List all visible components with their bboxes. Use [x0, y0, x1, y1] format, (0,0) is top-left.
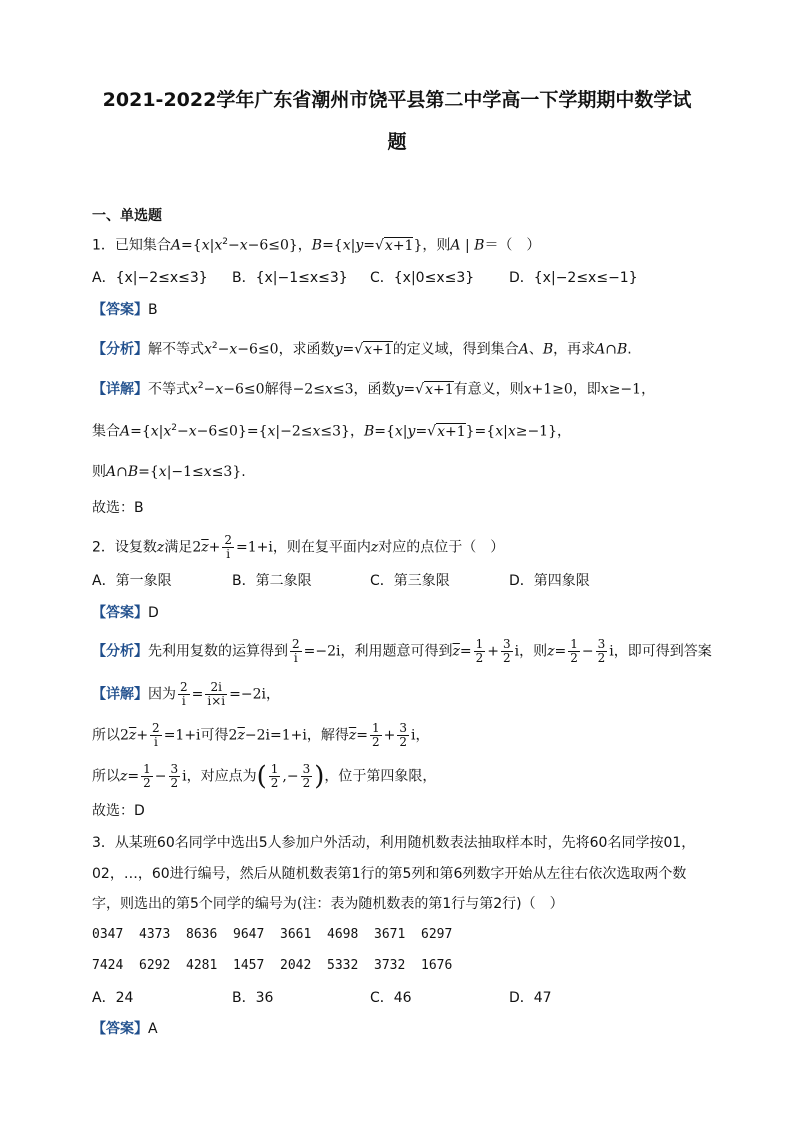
random-number: 6292 — [139, 958, 171, 973]
q1-stem: 1．已知集合$A=\{x|x^2-x-6\le 0\}$，B={x|y=√x+1}，则A | B＝（ ） — [92, 237, 541, 254]
q1-option-a: A．{x|−2≤x≤3} — [92, 270, 208, 286]
q1-analysis: 【分析】解不等式$x^2-x-6\le 0$，求函数y=√x+1的定义域，得到集合A、B，再求A∩B. — [92, 341, 632, 358]
q2-option-d: D．第四象限 — [509, 573, 590, 589]
q1-choose: 故选：B — [92, 500, 144, 516]
q2-answer: 【答案】D — [92, 605, 159, 621]
random-number: 4281 — [186, 958, 218, 973]
q1-set-line: 集合$A=\{x|x^2-x-6\le 0\}=\{x|-2\le x\le 3\}$，B={x|y=√x+1}={x|x≥−1}， — [92, 423, 571, 440]
random-number: 3661 — [280, 927, 312, 942]
random-number: 8636 — [186, 927, 218, 942]
page-title: 2021-2022学年广东省潮州市饶平县第二中学高一下学期期中数学试 — [102, 89, 692, 111]
q3-option-b: B．36 — [232, 990, 274, 1006]
q2-detail: 【详解】因为 $\frac{2}{i}$ = $\frac{2i}{i\times i}$ =−2i， — [92, 680, 280, 708]
q2-analysis: 【分析】先利用复数的运算得到 $\frac{2}{i}$ =−2i，利用题意可得到$\overline{z}=$ $\frac{1}{2}$ + $\frac{3}{2}$ i，则z= $\frac{1}{2}$ − $\frac{3}{2}$ i，即可得到答案 — [92, 637, 712, 665]
random-table-row-1 — [92, 927, 468, 942]
q2-stem: 2．设复数z满足$2\overline{z}+$ $\frac{2}{i}$ =1+i，则在复平面内z对应的点位于（ ） — [92, 533, 505, 561]
q1-detail: 【详解】不等式$x^2-x-6\le 0$解得−2≤x≤3，函数y=√x+1有意义，则x+1≥0，即x≥−1， — [92, 381, 656, 398]
random-number: 3732 — [374, 958, 406, 973]
q2-line3: 所以z= $\frac{1}{2}$ − $\frac{3}{2}$ i，对应点为( $\frac{1}{2}$ ,− $\frac{3}{2}$ )，位于第四象限， — [92, 761, 437, 792]
random-number: 7424 — [92, 958, 124, 973]
q1-option-c: C．{x|0≤x≤3} — [370, 270, 475, 286]
page-title-continued: 题 — [387, 131, 407, 153]
section-heading: 一、单选题 — [92, 208, 162, 224]
q2-option-c: C．第三象限 — [370, 573, 450, 589]
random-number: 9647 — [233, 927, 265, 942]
q3-stem-line1: 3．从某班60名同学中选出5人参加户外活动，利用随机数表法抽取样本时，先将60名同学按01， — [92, 835, 696, 851]
random-number: 4373 — [139, 927, 171, 942]
q3-option-d: D．47 — [509, 990, 552, 1006]
q1-option-d: D．{x|−2≤x≤−1} — [509, 270, 638, 286]
q1-answer: 【答案】B — [92, 302, 158, 318]
random-number: 1457 — [233, 958, 265, 973]
q2-option-a: A．第一象限 — [92, 573, 172, 589]
random-number: 5332 — [327, 958, 359, 973]
q3-option-c: C．46 — [370, 990, 412, 1006]
q3-option-a: A．24 — [92, 990, 134, 1006]
q1-option-b: B．{x|−1≤x≤3} — [232, 270, 348, 286]
random-number: 2042 — [280, 958, 312, 973]
random-number: 6297 — [421, 927, 453, 942]
q2-line2: 所以$2\overline{z}+$ $\frac{2}{i}$ =1+i可得$2\overline{z}-2i=1+i$，解得$\overline{z}=$ $\frac{1}{2}$ + $\frac{3}{2}$ i， — [92, 721, 430, 749]
q3-answer: 【答案】A — [92, 1021, 158, 1037]
random-table-row-2 — [92, 958, 468, 973]
random-number: 1676 — [421, 958, 453, 973]
q3-stem-line2: 02，…，60进行编号，然后从随机数表第1行的第5列和第6列数字开始从左往右依次选取两个数 — [92, 866, 687, 882]
random-number: 3671 — [374, 927, 406, 942]
q3-stem-line3: 字，则选出的第5个同学的编号为(注：表为随机数表的第1行与第2行)（ ） — [92, 896, 564, 912]
q1-result: 则A∩B={x|−1≤x≤3}. — [92, 464, 246, 480]
random-number: 4698 — [327, 927, 359, 942]
random-number: 0347 — [92, 927, 124, 942]
q2-choose: 故选：D — [92, 803, 145, 819]
q2-option-b: B．第二象限 — [232, 573, 312, 589]
